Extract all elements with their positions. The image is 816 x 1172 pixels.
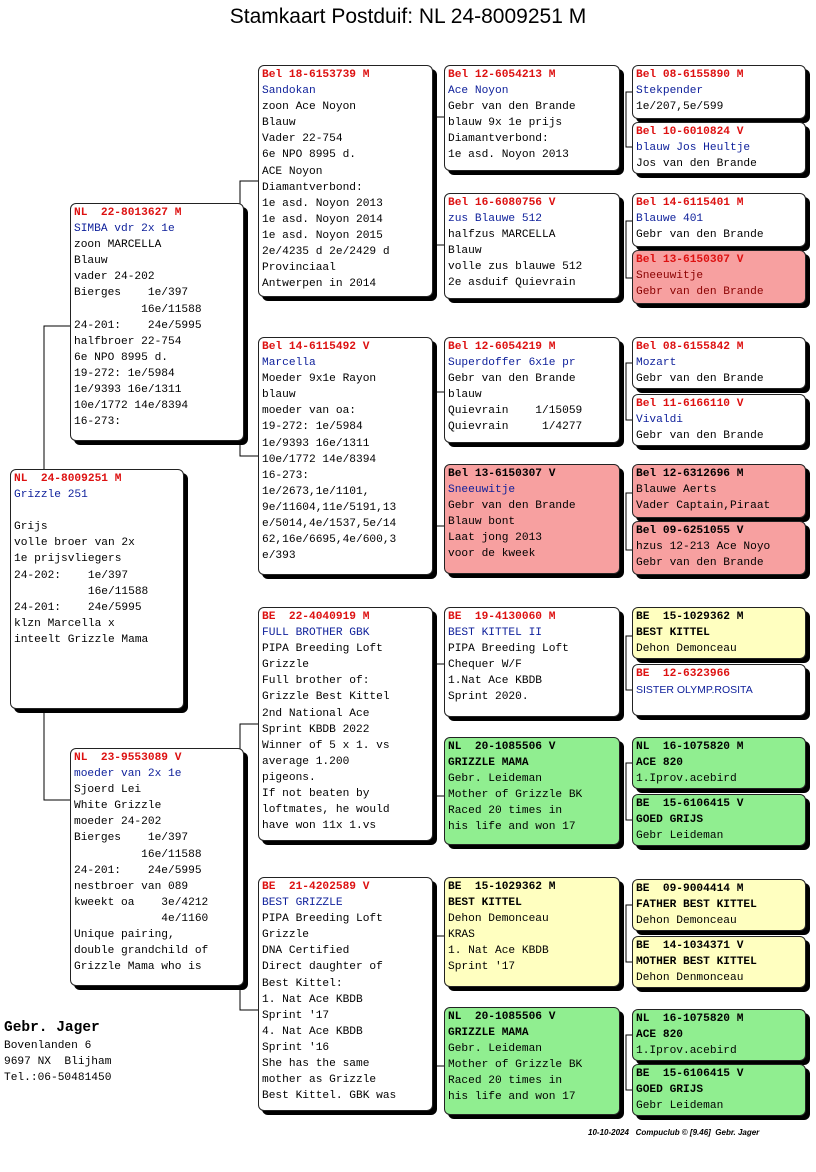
info-line: volle zus blauwe 512: [448, 261, 583, 274]
info-line: PIPA Breeding Loft: [262, 643, 383, 656]
pigeon-card-mfmm[interactable]: [632, 794, 806, 846]
pigeon-name: FATHER BEST KITTEL: [636, 899, 757, 912]
pigeon-name: BEST KITTEL II: [448, 627, 542, 640]
ring-number: NL 23-9553089 V: [74, 752, 182, 764]
pigeon-card-fff[interactable]: [444, 65, 620, 171]
pigeon-card-mffm[interactable]: [632, 664, 806, 716]
pigeon-card-father[interactable]: [70, 203, 244, 441]
pigeon-card-ffff[interactable]: [632, 65, 806, 119]
ring-number: BE 15-6106415 V: [636, 798, 744, 810]
info-line: 19-272: 1e/5984: [74, 367, 175, 380]
info-line: Gebr van den Brande: [636, 373, 764, 386]
info-line: 1e asd. Noyon 2015: [262, 229, 383, 242]
info-line: 1e/2673,1e/1101,: [262, 485, 370, 498]
pigeon-card-mother[interactable]: [70, 748, 244, 986]
pigeon-card-fmmf[interactable]: [632, 464, 806, 518]
info-line: Grizzle Best Kittel: [262, 691, 390, 704]
info-line: Bierges 1e/397: [74, 287, 189, 300]
info-line: average 1.200: [262, 755, 350, 768]
info-line: 16e/11588: [74, 303, 202, 316]
info-line: Full brother of:: [262, 675, 370, 688]
breeder-info: [4, 1018, 111, 1086]
pigeon-name: zus Blauwe 512: [448, 213, 542, 226]
pigeon-card-ff[interactable]: [258, 65, 433, 297]
info-line: Diamantverbond:: [262, 181, 363, 194]
info-line: ACE Noyon: [262, 165, 323, 178]
breeder-phone: Tel.:06-50481450: [4, 1072, 112, 1084]
ring-number: Bel 16-6080756 V: [448, 197, 556, 209]
info-line: 16-273:: [262, 469, 309, 482]
pigeon-card-ffm[interactable]: [444, 193, 620, 299]
ring-number: Bel 08-6155890 M: [636, 69, 744, 81]
pigeon-name: BEST KITTEL: [636, 627, 710, 640]
ring-number: BE 15-6106415 V: [636, 1068, 744, 1080]
info-line: kweekt oa 3e/4212: [74, 896, 209, 909]
pigeon-name: hzus 12-213 Ace Noyo: [636, 541, 771, 554]
footer-credits: 10-10-2024 Compuclub © [9.46] Gebr. Jager: [588, 1128, 760, 1137]
pigeon-card-fm[interactable]: [258, 337, 433, 575]
info-line: blauw 9x 1e prijs: [448, 117, 563, 130]
ring-number: NL 20-1085506 V: [448, 741, 556, 753]
info-line: Direct daughter of: [262, 961, 383, 974]
info-line: Gebr van den Brande: [636, 286, 764, 299]
info-line: 1e/207,5e/599: [636, 101, 724, 114]
info-line: DNA Certified: [262, 945, 350, 958]
pigeon-card-fmf[interactable]: [444, 337, 620, 443]
info-line: Best Kittel:: [262, 977, 343, 990]
info-line: Best Kittel. GBK was: [262, 1090, 397, 1103]
info-line: 1. Nat Ace KBDB: [448, 945, 549, 958]
pigeon-card-mfm[interactable]: [444, 737, 620, 845]
info-line: zoon MARCELLA: [74, 239, 162, 252]
info-line: Grijs: [14, 521, 48, 534]
info-line: vader 24-202: [74, 271, 155, 284]
info-line: Bierges 1e/397: [74, 832, 189, 845]
ring-number: Bel 14-6115492 V: [262, 341, 370, 353]
pigeon-name: SISTER OLYMP.ROSITA: [636, 684, 753, 697]
info-line: Sprint 2020.: [448, 691, 529, 704]
pigeon-name: MOTHER BEST KITTEL: [636, 956, 757, 969]
pigeon-name: Superdoffer 6x1e pr: [448, 357, 576, 370]
info-line: 1e asd. Noyon 2013: [262, 197, 383, 210]
pigeon-card-mfmf[interactable]: [632, 737, 806, 789]
info-line: klzn Marcella x: [14, 617, 115, 630]
pigeon-name: ACE 820: [636, 757, 683, 770]
pigeon-name: GOED GRIJS: [636, 1084, 704, 1097]
info-line: his life and won 17: [448, 821, 576, 834]
breeder-address-line: 9697 NX Blijham: [4, 1056, 112, 1068]
info-line: Gebr van den Brande: [448, 101, 576, 114]
info-line: 1e/9393 16e/1311: [262, 437, 370, 450]
pigeon-card-fffm[interactable]: [632, 122, 806, 174]
info-line: Quievrain 1/15059: [448, 405, 583, 418]
info-line: Blauw: [74, 255, 108, 268]
info-line: 62,16e/6695,4e/600,3: [262, 534, 397, 547]
info-line: Dehon Demonceau: [448, 913, 549, 926]
info-line: 1e asd. Noyon 2014: [262, 213, 383, 226]
ring-number: NL 22-8013627 M: [74, 207, 182, 219]
pigeon-card-main[interactable]: [10, 469, 184, 709]
info-line: 24-201: 24e/5995: [74, 864, 202, 877]
pigeon-name: GRIZZLE MAMA: [448, 1027, 529, 1040]
info-line: Sprint KBDB 2022: [262, 723, 370, 736]
ring-number: Bel 12-6054213 M: [448, 69, 556, 81]
breeder-address-line: Bovenlanden 6: [4, 1040, 92, 1052]
info-line: 1.Iprov.acebird: [636, 1045, 737, 1058]
info-line: 6e NPO 8995 d.: [262, 149, 356, 162]
info-line: nestbroer van 089: [74, 880, 189, 893]
info-line: Laat jong 2013: [448, 532, 542, 545]
info-line: PIPA Breeding Loft: [262, 913, 383, 926]
info-line: 16-273:: [74, 416, 121, 429]
breeder-name: Gebr. Jager: [4, 1020, 100, 1036]
ring-number: BE 19-4130060 M: [448, 611, 556, 623]
info-line: moeder van oa:: [262, 405, 356, 418]
pigeon-card-mf[interactable]: [258, 607, 433, 841]
info-line: loftmates, he would: [262, 804, 390, 817]
ring-number: Bel 12-6312696 M: [636, 468, 744, 480]
pigeon-card-mmff[interactable]: [632, 879, 806, 931]
info-line: Diamantverbond:: [448, 133, 549, 146]
ring-number: Bel 13-6150307 V: [636, 254, 744, 266]
info-line: White Grizzle: [74, 800, 162, 813]
pigeon-card-mff[interactable]: [444, 607, 620, 717]
info-line: 10e/1772 14e/8394: [74, 400, 189, 413]
pigeon-name: Ace Noyon: [448, 85, 509, 98]
info-line: halfbroer 22-754: [74, 335, 182, 348]
pigeon-name: FULL BROTHER GBK: [262, 627, 370, 640]
info-line: Unique pairing,: [74, 929, 175, 942]
info-line: 24-201: 24e/5995: [74, 319, 202, 332]
info-line: double grandchild of: [74, 945, 209, 958]
ring-number: NL 16-1075820 M: [636, 741, 744, 753]
ring-number: Bel 10-6010824 V: [636, 126, 744, 138]
pigeon-name: Marcella: [262, 357, 316, 370]
info-line: Dehon Demonceau: [636, 915, 737, 928]
info-line: Vader Captain,Piraat: [636, 500, 771, 513]
ring-number: Bel 08-6155842 M: [636, 341, 744, 353]
ring-number: BE 14-1034371 V: [636, 940, 744, 952]
pigeon-name: Blauwe 401: [636, 213, 704, 226]
ring-number: BE 22-4040919 M: [262, 611, 370, 623]
info-line: Grizzle Mama who is: [74, 961, 202, 974]
pigeon-name: Sneeuwitje: [636, 270, 704, 283]
info-line: 24-202: 1e/397: [14, 569, 129, 582]
info-line: 16e/11588: [74, 848, 202, 861]
info-line: KRAS: [448, 929, 475, 942]
pigeon-card-ffmf[interactable]: [632, 193, 806, 247]
pigeon-card-mmfm[interactable]: [632, 936, 806, 988]
info-line: She has the same: [262, 1058, 370, 1071]
info-line: Sprint '17: [262, 1009, 330, 1022]
info-line: Gebr Leideman: [636, 830, 724, 843]
pigeon-name: BEST KITTEL: [448, 897, 522, 910]
info-line: Gebr van den Brande: [636, 430, 764, 443]
info-line: blauw: [448, 389, 482, 402]
pigeon-card-fmm[interactable]: [444, 464, 620, 574]
info-line: 16e/11588: [14, 585, 149, 598]
ring-number: BE 15-1029362 M: [448, 881, 556, 893]
info-line: voor de kweek: [448, 548, 536, 561]
pigeon-card-mfff[interactable]: [632, 607, 806, 659]
info-line: moeder 24-202: [74, 816, 162, 829]
ring-number: Bel 12-6054219 M: [448, 341, 556, 353]
info-line: have won 11x 1.vs: [262, 820, 377, 833]
pigeon-name: Sandokan: [262, 85, 316, 98]
info-line: Gebr. Leideman: [448, 1043, 542, 1056]
info-line: Dehon Denmonceau: [636, 972, 744, 985]
pigeon-name: GOED GRIJS: [636, 814, 704, 827]
info-line: 19-272: 1e/5984: [262, 421, 363, 434]
info-line: Winner of 5 x 1. vs: [262, 739, 390, 752]
pigeon-card-mmmm[interactable]: [632, 1064, 806, 1116]
info-line: 6e NPO 8995 d.: [74, 351, 168, 364]
info-line: [14, 503, 180, 519]
info-line: Dehon Demonceau: [636, 643, 737, 656]
pigeon-name: Mozart: [636, 357, 677, 370]
ring-number: Bel 18-6153739 M: [262, 69, 370, 81]
info-line: 2e asduif Quievrain: [448, 277, 576, 290]
info-line: Sprint '17: [448, 961, 516, 974]
info-line: 10e/1772 14e/8394: [262, 453, 377, 466]
info-line: Moeder 9x1e Rayon: [262, 373, 377, 386]
info-line: Antwerpen in 2014: [262, 278, 377, 291]
info-line: volle broer van 2x: [14, 537, 135, 550]
info-line: 1.Nat Ace KBDB: [448, 675, 542, 688]
info-line: Blauw: [448, 245, 482, 258]
info-line: Chequer W/F: [448, 659, 522, 672]
pigeon-name: Blauwe Aerts: [636, 484, 717, 497]
pigeon-name: BEST GRIZZLE: [262, 897, 343, 910]
info-line: Gebr. Leideman: [448, 773, 542, 786]
info-line: Raced 20 times in: [448, 1075, 563, 1088]
info-line: 4e/1160: [74, 912, 209, 925]
info-line: 4. Nat Ace KBDB: [262, 1025, 363, 1038]
page-title: Stamkaart Postduif: NL 24-8009251 M: [229, 5, 587, 28]
info-line: Blauw: [262, 117, 296, 130]
pigeon-name: GRIZZLE MAMA: [448, 757, 529, 770]
info-line: Jos van den Brande: [636, 158, 757, 171]
info-line: Gebr Leideman: [636, 1100, 724, 1113]
info-line: If not beaten by: [262, 788, 370, 801]
info-line: 2e/4235 d 2e/2429 d: [262, 246, 390, 259]
info-line: 24-201: 24e/5995: [14, 601, 142, 614]
info-line: pigeons.: [262, 771, 316, 784]
ring-number: Bel 09-6251055 V: [636, 525, 744, 537]
pigeon-card-fmmm[interactable]: [632, 521, 806, 575]
pigeon-card-fmff[interactable]: [632, 337, 806, 389]
pigeon-card-fmfm[interactable]: [632, 394, 806, 446]
info-line: 1.Iprov.acebird: [636, 773, 737, 786]
pigeon-name: SIMBA vdr 2x 1e: [74, 223, 175, 236]
info-line: Blauw bont: [448, 516, 516, 529]
info-line: Grizzle: [262, 929, 309, 942]
pigeon-card-mm[interactable]: [258, 877, 433, 1111]
info-line: 1e asd. Noyon 2013: [448, 149, 569, 162]
pigeon-card-mmmf[interactable]: [632, 1009, 806, 1061]
info-line: blauw: [262, 389, 296, 402]
info-line: Raced 20 times in: [448, 805, 563, 818]
info-line: Mother of Grizzle BK: [448, 789, 583, 802]
ring-number: Bel 13-6150307 V: [448, 468, 556, 480]
info-line: 9e/11604,11e/5191,13: [262, 501, 397, 514]
pigeon-name: Sneeuwitje: [448, 484, 516, 497]
ring-number: BE 15-1029362 M: [636, 611, 744, 623]
pigeon-name: moeder van 2x 1e: [74, 768, 182, 781]
info-line: Grizzle: [262, 659, 309, 672]
ring-number: Bel 11-6166110 V: [636, 398, 744, 410]
info-line: 1e prijsvliegers: [14, 553, 122, 566]
ring-number: BE 09-9004414 M: [636, 883, 744, 895]
info-line: Provinciaal: [262, 262, 336, 275]
ring-number: Bel 14-6115401 M: [636, 197, 744, 209]
pigeon-card-mmf[interactable]: [444, 877, 620, 987]
info-line: Quievrain 1/4277: [448, 421, 583, 434]
pigeon-name: ACE 820: [636, 1029, 683, 1042]
info-line: Vader 22-754: [262, 133, 343, 146]
info-line: e/5014,4e/1537,5e/14: [262, 518, 397, 531]
info-line: Sprint '16: [262, 1041, 330, 1054]
pigeon-name: Vivaldi: [636, 414, 683, 427]
pigeon-card-ffmm[interactable]: [632, 250, 806, 304]
pigeon-name: Grizzle 251: [14, 489, 88, 502]
info-line: mother as Grizzle: [262, 1074, 377, 1087]
ring-number: NL 24-8009251 M: [14, 473, 122, 485]
pigeon-name: blauw Jos Heultje: [636, 142, 751, 155]
ring-number: BE 21-4202589 V: [262, 881, 370, 893]
info-line: his life and won 17: [448, 1091, 576, 1104]
info-line: inteelt Grizzle Mama: [14, 633, 149, 646]
ring-number: NL 20-1085506 V: [448, 1011, 556, 1023]
info-line: Sjoerd Lei: [74, 784, 142, 797]
info-line: 1e/9393 16e/1311: [74, 384, 182, 397]
info-line: zoon Ace Noyon: [262, 101, 356, 114]
info-line: halfzus MARCELLA: [448, 229, 556, 242]
ring-number: NL 16-1075820 M: [636, 1013, 744, 1025]
info-line: Gebr van den Brande: [448, 373, 576, 386]
info-line: e/393: [262, 550, 296, 563]
info-line: 1. Nat Ace KBDB: [262, 993, 363, 1006]
pigeon-name: Stekpender: [636, 85, 704, 98]
info-line: Gebr van den Brande: [636, 229, 764, 242]
info-line: Mother of Grizzle BK: [448, 1059, 583, 1072]
pigeon-card-mmm[interactable]: [444, 1007, 620, 1115]
info-line: PIPA Breeding Loft: [448, 643, 569, 656]
info-line: Gebr van den Brande: [636, 557, 764, 570]
ring-number: BE 12-6323966: [636, 668, 730, 680]
info-line: 2nd National Ace: [262, 707, 370, 720]
info-line: Gebr van den Brande: [448, 500, 576, 513]
